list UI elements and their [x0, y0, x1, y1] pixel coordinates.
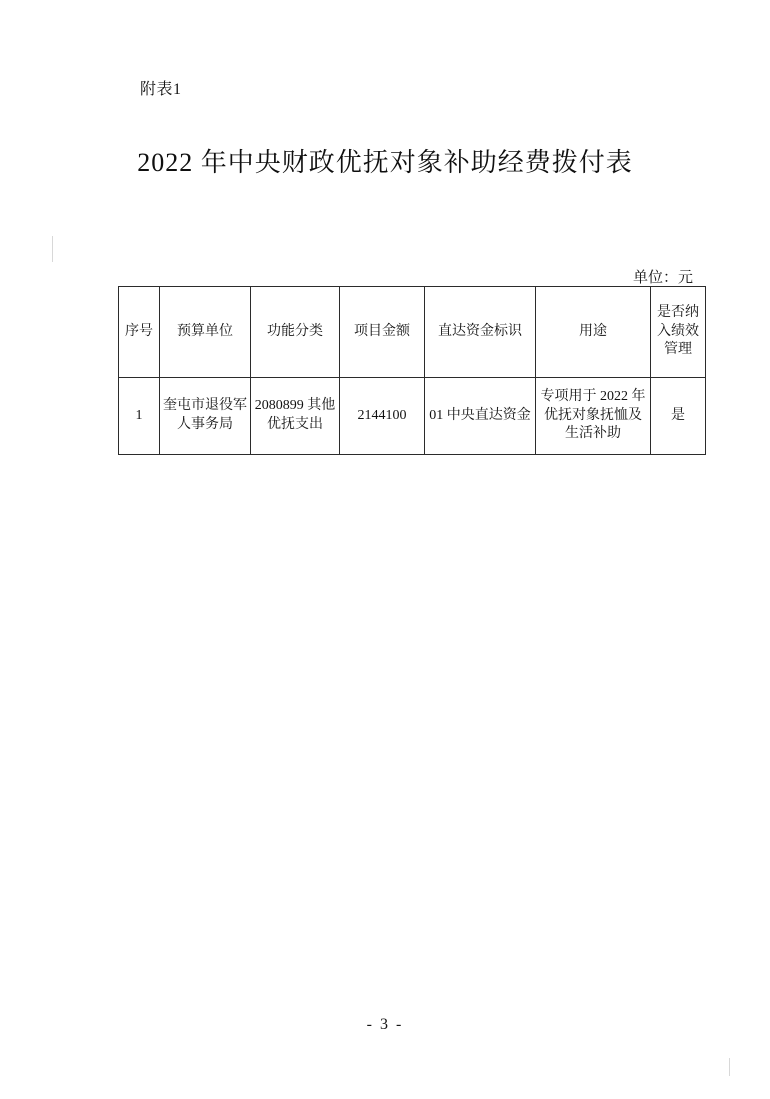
cell-direct-fund-flag: 01 中央直达资金 — [425, 378, 536, 455]
table-header — [119, 287, 706, 378]
column-header-performance: 是否纳入绩效管理 — [651, 287, 706, 378]
page-number: - 3 - — [366, 1016, 404, 1033]
column-header-purpose: 用途 — [536, 287, 651, 378]
table-row — [119, 378, 706, 455]
attachment-label: 附表1 — [140, 81, 182, 98]
unit-note: 单位：元 — [632, 270, 693, 286]
cell-function-category: 2080899 其他优抚支出 — [251, 378, 340, 455]
fund-allocation-table — [118, 286, 706, 455]
table-body — [119, 378, 706, 455]
cell-purpose: 专项用于 2022 年优抚对象抚恤及生活补助 — [536, 378, 651, 455]
column-header-direct-fund-flag: 直达资金标识 — [425, 287, 536, 378]
page-title: 2022 年中央财政优抚对象补助经费拨付表 — [137, 148, 633, 177]
table-header-row — [119, 287, 706, 378]
cell-project-amount: 2144100 — [340, 378, 425, 455]
scan-edge-mark-right — [729, 1058, 730, 1076]
cell-budget-unit: 奎屯市退役军人事务局 — [160, 378, 251, 455]
column-header-function-category: 功能分类 — [251, 287, 340, 378]
column-header-seq: 序号 — [119, 287, 160, 378]
column-header-budget-unit: 预算单位 — [160, 287, 251, 378]
column-header-project-amount: 项目金额 — [340, 287, 425, 378]
cell-performance: 是 — [651, 378, 706, 455]
cell-seq: 1 — [119, 378, 160, 455]
scan-edge-mark-left — [52, 236, 53, 262]
